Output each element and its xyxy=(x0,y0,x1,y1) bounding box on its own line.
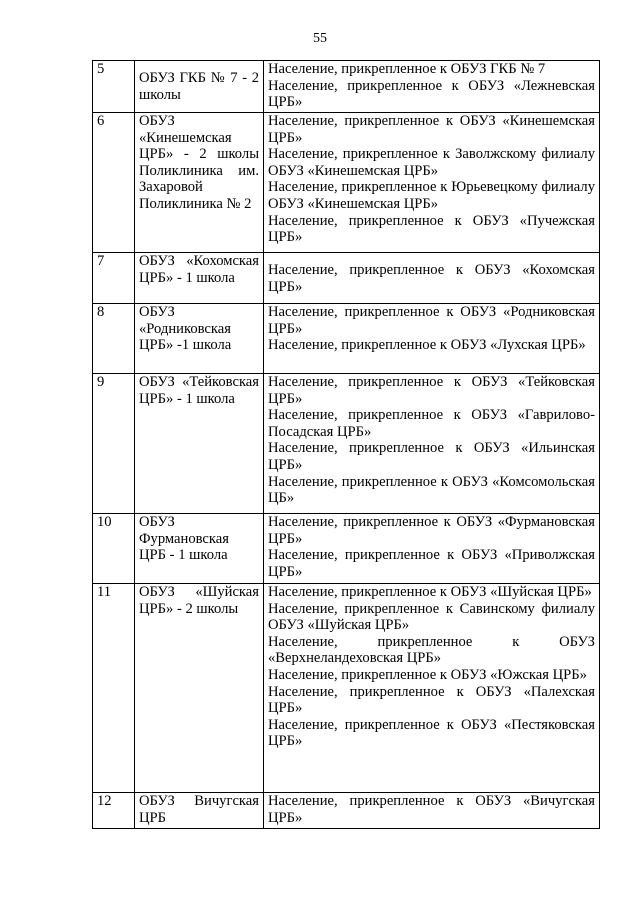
population-cell xyxy=(264,304,600,374)
row-number: 11 xyxy=(93,584,135,793)
population-line: Население, прикрепленное к ОБУЗ «Пучежская ЦРБ» xyxy=(268,212,595,246)
table-row xyxy=(93,584,600,793)
table-row xyxy=(93,61,600,113)
organization-cell: ОБУЗ «Родниковская ЦРБ» -1 школа xyxy=(135,304,264,374)
population-cell xyxy=(264,253,600,304)
table-row xyxy=(93,793,600,829)
table-row xyxy=(93,253,600,304)
population-line: Население, прикрепленное к Юрьевецкому филиалу ОБУЗ «Кинешемская ЦРБ» xyxy=(268,179,595,212)
population-line: Население, прикрепленное к ОБУЗ «Лухская ЦРБ» xyxy=(268,337,586,354)
organization-cell: ОБУЗ «Кохомская ЦРБ» - 1 школа xyxy=(135,253,264,304)
population-line: Население, прикрепленное к ОБУЗ «Комсомольская ЦБ» xyxy=(268,473,595,507)
organization-cell: ОБУЗ «Кинешемская ЦРБ» - 2 школы Поликлиника им. Захаровой Поликлиника № 2 xyxy=(135,113,264,253)
population-cell xyxy=(264,584,600,793)
table-row xyxy=(93,374,600,514)
population-cell xyxy=(264,374,600,514)
population-line: Население, прикрепленное к ОБУЗ «Вичугская ЦРБ» xyxy=(268,793,595,826)
population-line: Население, прикрепленное к ОБУЗ «Фурмановская ЦРБ» xyxy=(268,514,595,547)
population-line: Население, прикрепленное к ОБУЗ «Приволжская ЦРБ» xyxy=(268,547,595,580)
row-number: 10 xyxy=(93,514,135,584)
population-line: Население, прикрепленное к ОБУЗ «Ильинская ЦРБ» xyxy=(268,440,595,473)
population-line: Население, прикрепленное к ОБУЗ «Тейковская ЦРБ» xyxy=(268,374,595,407)
row-number: 6 xyxy=(93,113,135,253)
table-row xyxy=(93,514,600,584)
population-cell xyxy=(264,793,600,829)
population-cell xyxy=(264,514,600,584)
page-number: 55 xyxy=(313,31,327,46)
population-line: Население, прикрепленное к ОБУЗ «Родниковская ЦРБ» xyxy=(268,304,595,337)
population-line: Население, прикрепленное к ОБУЗ «Гаврилово-Посадская ЦРБ» xyxy=(268,407,595,440)
population-line: Население, прикрепленное к Савинскому филиалу ОБУЗ «Шуйская ЦРБ» xyxy=(268,600,595,634)
population-line: Население, прикрепленное к ОБУЗ «Лежневская ЦРБ» xyxy=(268,77,595,111)
population-line: Население, прикрепленное к ОБУЗ «Южская ЦРБ» xyxy=(268,666,587,683)
population-line: Население, прикрепленное к ОБУЗ «Верхнеландеховская ЦРБ» xyxy=(268,633,595,667)
row-number: 7 xyxy=(93,253,135,304)
population-line: Население, прикрепленное к ОБУЗ «Шуйская ЦРБ» xyxy=(268,584,592,600)
row-number: 12 xyxy=(93,793,135,829)
row-number: 9 xyxy=(93,374,135,514)
organization-cell: ОБУЗ «Шуйская ЦРБ» - 2 школы xyxy=(135,584,264,793)
population-line: Население, прикрепленное к ОБУЗ «Кинешемская ЦРБ» xyxy=(268,113,595,146)
row-number: 8 xyxy=(93,304,135,374)
organization-cell: ОБУЗ Вичугская ЦРБ xyxy=(135,793,264,829)
population-line: Население, прикрепленное к ОБУЗ «Кохомская ЦРБ» xyxy=(268,262,595,295)
population-line: Население, прикрепленное к ОБУЗ «Пестяковская ЦРБ» xyxy=(268,716,595,750)
table-row xyxy=(93,304,600,374)
population-cell xyxy=(264,61,600,113)
organization-cell: ОБУЗ ГКБ № 7 - 2 школы xyxy=(135,61,264,113)
population-line: Население, прикрепленное к ОБУЗ «Палехская ЦРБ» xyxy=(268,683,595,717)
assignment-table xyxy=(92,60,600,829)
population-cell xyxy=(264,113,600,253)
population-line: Население, прикрепленное к ОБУЗ ГКБ № 7 xyxy=(268,61,546,77)
population-line: Население, прикрепленное к Заволжскому филиалу ОБУЗ «Кинешемская ЦРБ» xyxy=(268,146,595,179)
organization-cell: ОБУЗ Фурмановская ЦРБ - 1 школа xyxy=(135,514,264,584)
row-number: 5 xyxy=(93,61,135,113)
table-row xyxy=(93,113,600,253)
organization-cell: ОБУЗ «Тейковская ЦРБ» - 1 школа xyxy=(135,374,264,514)
